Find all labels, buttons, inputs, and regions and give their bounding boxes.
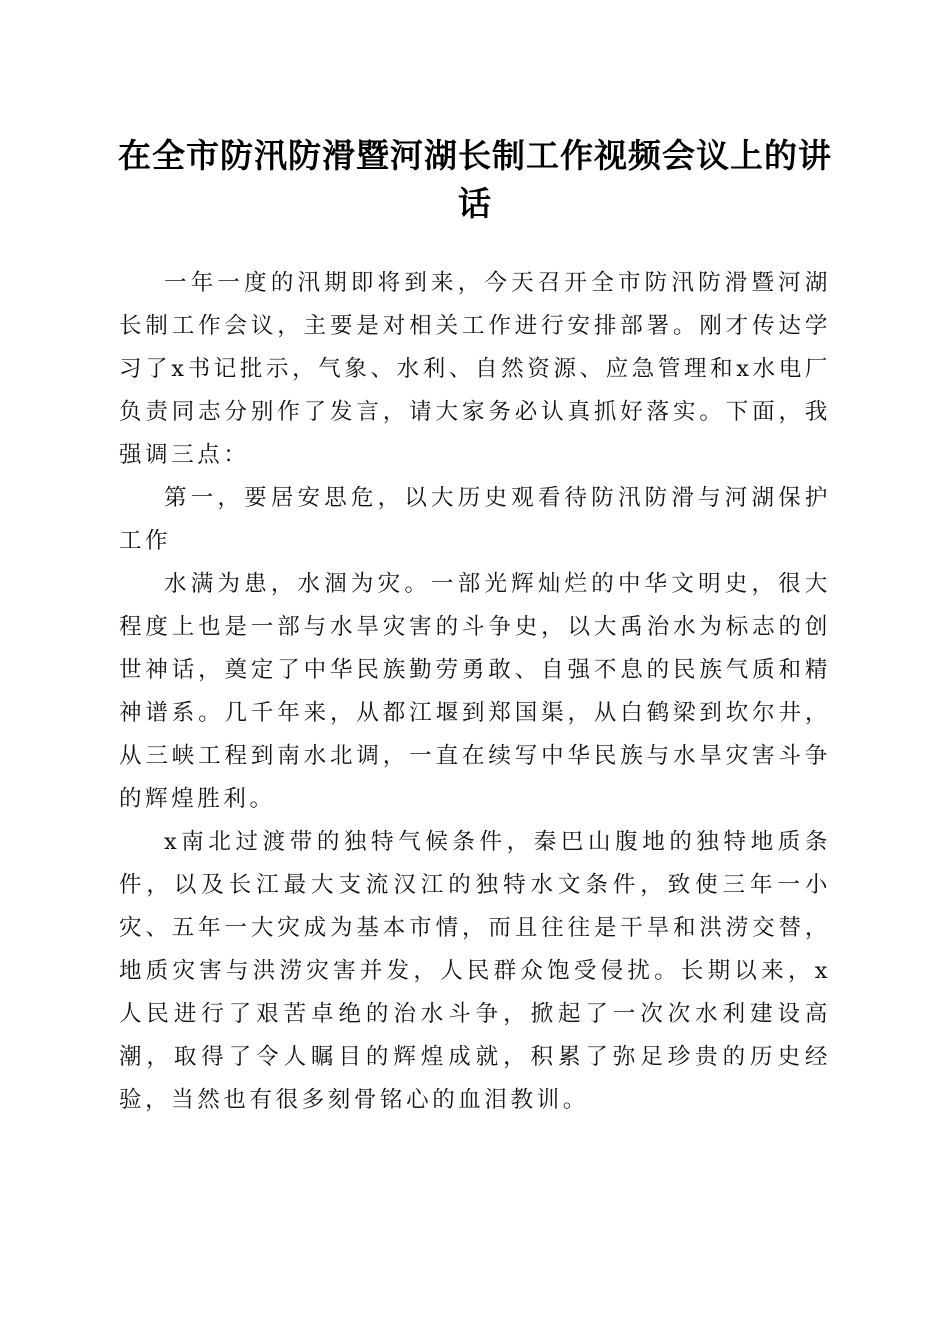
document-title: 在全市防汛防滑暨河湖长制工作视频会议上的讲话 [118, 136, 832, 223]
intro-paragraph: 一年一度的汛期即将到来，今天召开全市防汛防滑暨河湖长制工作会议，主要是对相关工作进行安排部署。刚才传达学习了x书记批示，气象、水利、自然资源、应急管理和x水电厂负责同志分别作了发言，请大家务必认真抓好落实。下面，我强调三点： [119, 270, 831, 468]
section-heading-1: 第一，要居安思危，以大历史观看待防汛防滑与河湖保护工作 [119, 485, 831, 554]
body-paragraph-local-conditions: x南北过渡带的独特气候条件，秦巴山腹地的独特地质条件，以及长江最大支流汉江的独特水文条件，致使三年一小灾、五年一大灾成为基本市情，而且往往是干旱和洪涝交替，地质灾害与洪涝灾害并发，人民群众饱受侵扰。长期以来，x人民进行了艰苦卓绝的治水斗争，掀起了一次次水利建设高潮，取得了令人瞩目的辉煌成就，积累了弥足珍贵的历史经验，当然也有很多刻骨铭心的血泪教训。 [119, 829, 831, 1113]
document-body [119, 262, 831, 1122]
body-paragraph-history: 水满为患，水涸为灾。一部光辉灿烂的中华文明史，很大程度上也是一部与水旱灾害的斗争史，以大禹治水为标志的创世神话，奠定了中华民族勤劳勇敢、自强不息的民族气质和精神谱系。几千年来，从都江堰到郑国渠，从白鹤梁到坎尔井，从三峡工程到南水北调，一直在续写中华民族与水旱灾害斗争的辉煌胜利。 [119, 571, 831, 812]
